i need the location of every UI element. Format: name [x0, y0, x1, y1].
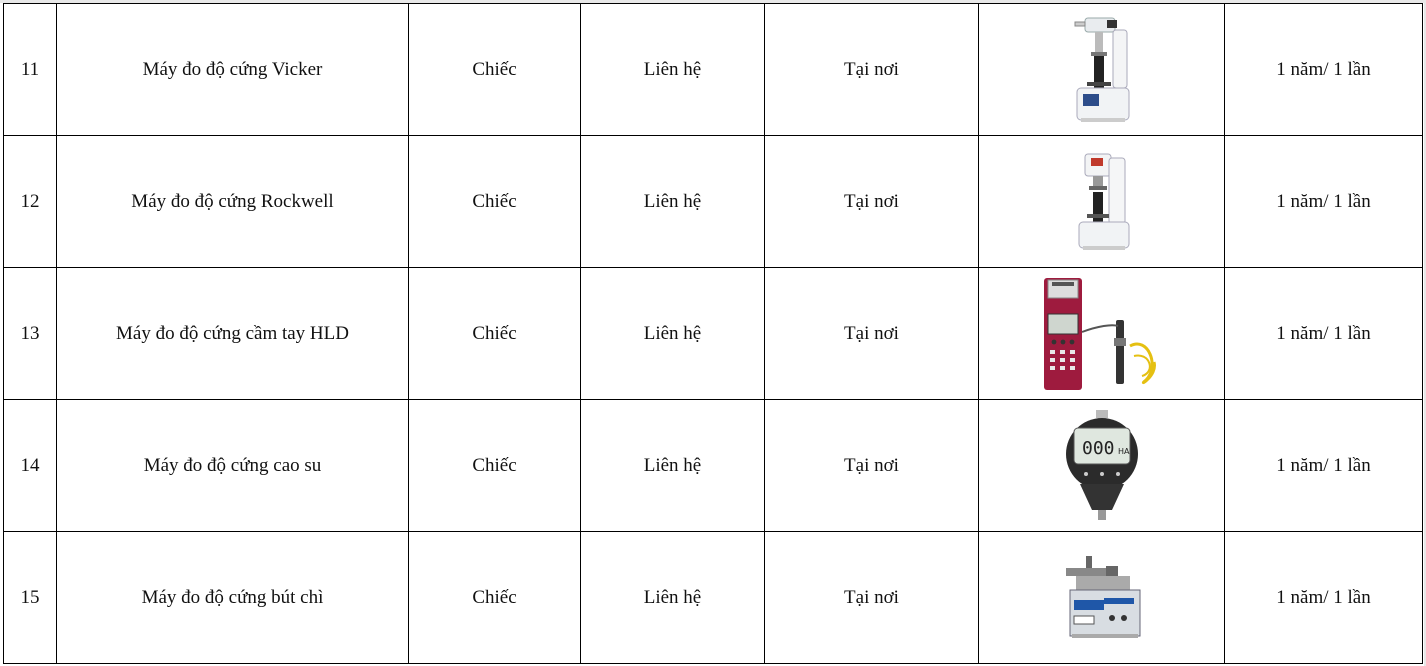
table-row: [4, 268, 1423, 400]
place-cell: Tại nơi: [765, 268, 979, 400]
device-name: Máy đo độ cứng Rockwell: [57, 136, 409, 268]
durometer-unit: HA: [1117, 446, 1129, 456]
device-image-cell: [979, 400, 1225, 532]
place-cell: Tại nơi: [765, 400, 979, 532]
row-number: 11: [4, 4, 57, 136]
place-cell: Tại nơi: [765, 4, 979, 136]
price-cell: Liên hệ: [581, 4, 765, 136]
price-cell: Liên hệ: [581, 532, 765, 664]
row-number: 14: [4, 400, 57, 532]
equipment-table: [3, 3, 1423, 664]
device-image-cell: [979, 136, 1225, 268]
price-cell: Liên hệ: [581, 268, 765, 400]
calibration-cycle: 1 năm/ 1 lần: [1225, 4, 1423, 136]
place-cell: Tại nơi: [765, 532, 979, 664]
unit-cell: Chiếc: [409, 532, 581, 664]
pencil-hardness-tester-icon: [1052, 554, 1152, 642]
calibration-cycle: 1 năm/ 1 lần: [1225, 532, 1423, 664]
device-name: Máy đo độ cứng cao su: [57, 400, 409, 532]
table-row: [4, 136, 1423, 268]
row-number: 15: [4, 532, 57, 664]
unit-cell: Chiếc: [409, 136, 581, 268]
device-image-cell: [979, 4, 1225, 136]
calibration-cycle: 1 năm/ 1 lần: [1225, 268, 1423, 400]
table-row: [4, 532, 1423, 664]
unit-cell: Chiếc: [409, 400, 581, 532]
row-number: 13: [4, 268, 57, 400]
shore-durometer-icon: [1052, 410, 1152, 522]
device-image-cell: [979, 268, 1225, 400]
device-name: Máy đo độ cứng Vicker: [57, 4, 409, 136]
vickers-hardness-tester-icon: [1067, 16, 1137, 124]
calibration-cycle: 1 năm/ 1 lần: [1225, 136, 1423, 268]
rockwell-hardness-tester-icon: [1067, 152, 1137, 252]
device-name: Máy đo độ cứng bút chì: [57, 532, 409, 664]
table-row: [4, 400, 1423, 532]
place-cell: Tại nơi: [765, 136, 979, 268]
unit-cell: Chiếc: [409, 268, 581, 400]
row-number: 12: [4, 136, 57, 268]
price-cell: Liên hệ: [581, 400, 765, 532]
table-row: [4, 4, 1423, 136]
device-name: Máy đo độ cứng cầm tay HLD: [57, 268, 409, 400]
device-image-cell: [979, 532, 1225, 664]
price-cell: Liên hệ: [581, 136, 765, 268]
durometer-reading: 000: [1081, 437, 1115, 459]
portable-hardness-tester-icon: [1038, 276, 1166, 392]
calibration-cycle: 1 năm/ 1 lần: [1225, 400, 1423, 532]
unit-cell: Chiếc: [409, 4, 581, 136]
